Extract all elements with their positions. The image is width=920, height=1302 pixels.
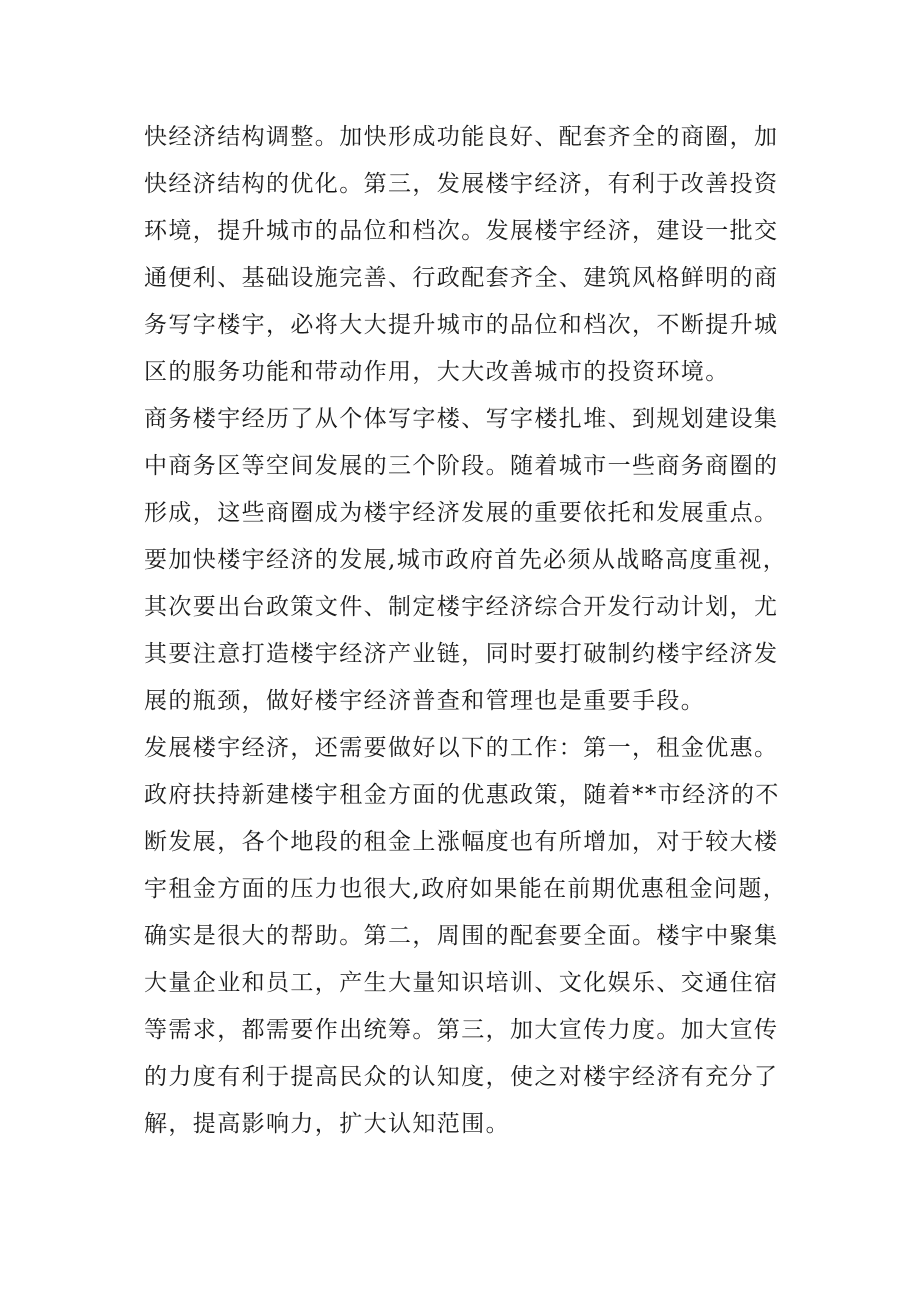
- text-line: 要加快楼宇经济的发展,城市政府首先必须从战略高度重视，: [144, 547, 788, 573]
- text-line: 务写字楼宇，必将大大提升城市的品位和档次，不断提升城: [144, 312, 779, 338]
- text-line: 环境，提升城市的品位和档次。发展楼宇经济，建设一批交: [144, 218, 779, 244]
- text-line: 确实是很大的帮助。第二，周围的配套要全面。楼宇中聚集: [144, 923, 779, 949]
- text-line: 快经济结构调整。加快形成功能良好、配套齐全的商圈，加: [144, 124, 779, 150]
- text-line: 政府扶持新建楼宇租金方面的优惠政策，随着**市经济的不: [144, 782, 780, 808]
- text-line: 其要注意打造楼宇经济产业链，同时要打破制约楼宇经济发: [144, 641, 779, 667]
- text-line: 断发展，各个地段的租金上涨幅度也有所增加，对于较大楼: [144, 829, 779, 855]
- text-line: 宇租金方面的压力也很大,政府如果能在前期优惠租金问题，: [144, 876, 788, 902]
- text-line: 形成，这些商圈成为楼宇经济发展的重要依托和发展重点。: [144, 500, 779, 526]
- text-line: 区的服务功能和带动作用，大大改善城市的投资环境。: [144, 359, 730, 385]
- text-line: 通便利、基础设施完善、行政配套齐全、建筑风格鲜明的商: [144, 265, 779, 291]
- text-line: 其次要出台政策文件、制定楼宇经济综合开发行动计划，尤: [144, 594, 779, 620]
- text-line: 解，提高影响力，扩大认知范围。: [144, 1111, 510, 1137]
- text-line: 发展楼宇经济，还需要做好以下的工作：第一，租金优惠。: [144, 735, 779, 761]
- text-line: 等需求，都需要作出统筹。第三，加大宣传力度。加大宣传: [144, 1017, 779, 1043]
- text-line: 的力度有利于提高民众的认知度，使之对楼宇经济有充分了: [144, 1064, 779, 1090]
- text-line: 商务楼宇经历了从个体写字楼、写字楼扎堆、到规划建设集: [144, 406, 779, 432]
- text-line: 大量企业和员工，产生大量知识培训、文化娱乐、交通住宿: [144, 970, 779, 996]
- text-line: 展的瓶颈，做好楼宇经济普查和管理也是重要手段。: [144, 688, 706, 714]
- body-text: [144, 114, 788, 1148]
- text-line: 快经济结构的优化。第三，发展楼宇经济，有利于改善投资: [144, 171, 779, 197]
- text-line: 中商务区等空间发展的三个阶段。随着城市一些商务商圈的: [144, 453, 779, 479]
